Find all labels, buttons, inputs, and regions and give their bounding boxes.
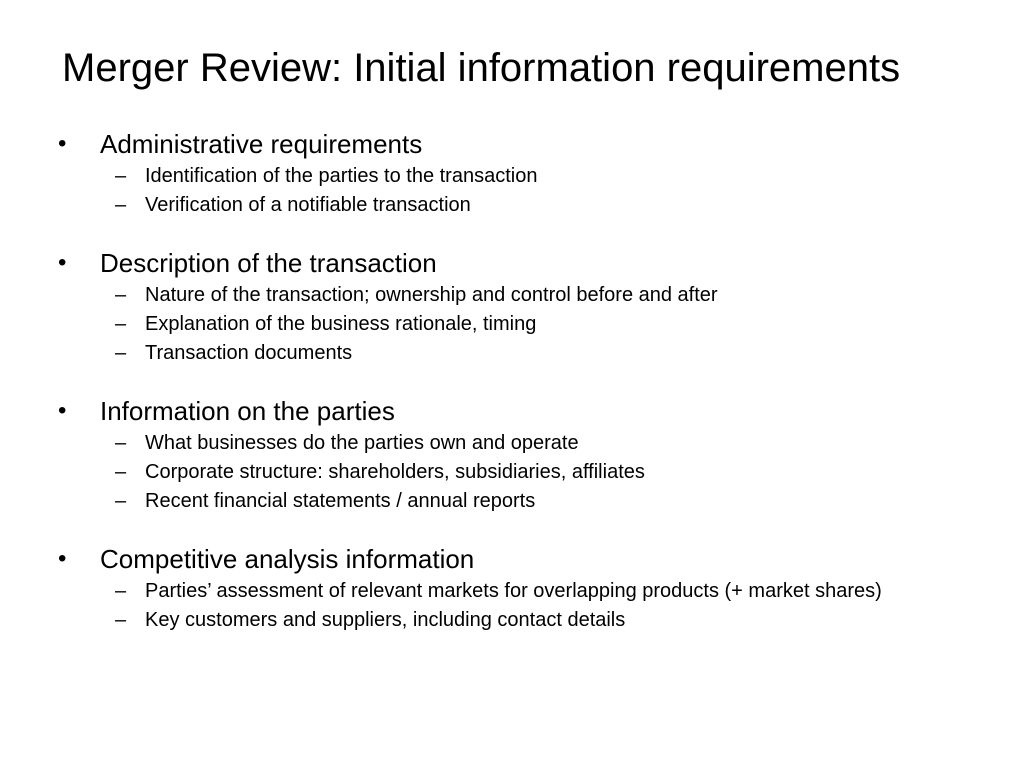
dash-icon: – xyxy=(115,194,127,216)
sub-item xyxy=(0,489,1024,518)
dash-icon: – xyxy=(115,284,127,306)
dash-icon: – xyxy=(115,432,127,454)
sub-item-text: Nature of the transaction; ownership and control before and after xyxy=(145,284,718,306)
dash-icon: – xyxy=(115,580,127,602)
sub-item xyxy=(0,193,1024,222)
section-description-of-transaction xyxy=(0,243,1024,370)
bullet-item xyxy=(0,124,1024,164)
sub-item-text: What businesses do the parties own and operate xyxy=(145,432,579,454)
section-competitive-analysis xyxy=(0,539,1024,637)
sub-item-text: Identification of the parties to the transaction xyxy=(145,165,538,187)
sub-item xyxy=(0,312,1024,341)
sub-item xyxy=(0,341,1024,370)
sub-item-text: Parties’ assessment of relevant markets for overlapping products (+ market shares) xyxy=(145,580,882,602)
sub-item xyxy=(0,608,1024,637)
sub-item xyxy=(0,579,1024,608)
sub-item xyxy=(0,164,1024,193)
bullet-item xyxy=(0,539,1024,579)
bullet-item xyxy=(0,243,1024,283)
bullet-icon: • xyxy=(58,545,67,572)
sub-item-text: Verification of a notifiable transaction xyxy=(145,194,471,216)
bullet-list xyxy=(0,124,1024,658)
sub-item-text: Corporate structure: shareholders, subsidiaries, affiliates xyxy=(145,461,645,483)
sub-item-text: Key customers and suppliers, including contact details xyxy=(145,609,626,631)
dash-icon: – xyxy=(115,313,127,335)
dash-icon: – xyxy=(115,165,127,187)
sub-item xyxy=(0,460,1024,489)
sub-item xyxy=(0,431,1024,460)
slide-title: Merger Review: Initial information requirements xyxy=(62,46,901,90)
bullet-heading: Administrative requirements xyxy=(100,129,423,159)
bullet-heading: Description of the transaction xyxy=(100,248,437,278)
dash-icon: – xyxy=(115,609,127,631)
bullet-heading: Competitive analysis information xyxy=(100,544,475,574)
dash-icon: – xyxy=(115,461,127,483)
sub-item-text: Explanation of the business rationale, timing xyxy=(145,313,537,335)
bullet-heading: Information on the parties xyxy=(100,396,395,426)
bullet-item xyxy=(0,391,1024,431)
section-administrative-requirements xyxy=(0,124,1024,222)
dash-icon: – xyxy=(115,342,127,364)
bullet-icon: • xyxy=(58,249,67,276)
bullet-icon: • xyxy=(58,397,67,424)
sub-item-text: Recent financial statements / annual reports xyxy=(145,490,536,512)
section-information-on-parties xyxy=(0,391,1024,518)
sub-item xyxy=(0,283,1024,312)
sub-item-text: Transaction documents xyxy=(145,342,353,364)
dash-icon: – xyxy=(115,490,127,512)
bullet-icon: • xyxy=(58,130,67,157)
